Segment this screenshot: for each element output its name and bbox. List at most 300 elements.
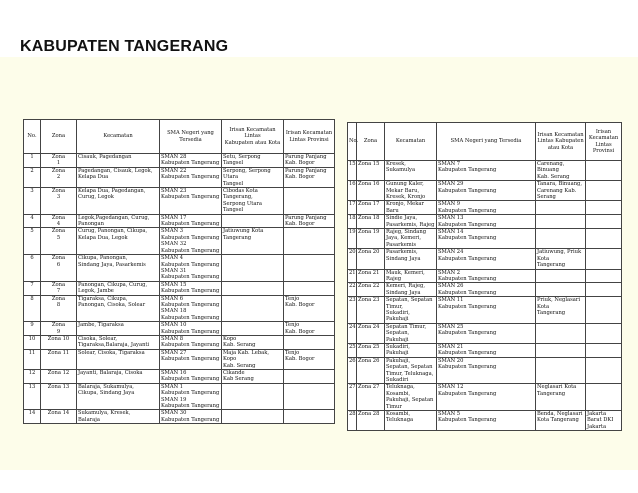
cell-irisan-prov-line: Tenjo xyxy=(285,349,300,356)
cell-sma-line: Kabupaten Tangerang xyxy=(161,301,220,308)
cell-irisan-kab xyxy=(222,370,284,384)
cell-zona xyxy=(357,357,385,384)
cell-sma-line: Kabupaten Tangerang xyxy=(161,221,220,228)
cell-zona xyxy=(41,228,77,255)
cell-sma-line: Kabupaten Tangerang xyxy=(438,364,497,371)
cell-irisan-kab-line: Serpong, Serpong Utara xyxy=(223,167,271,181)
cell-kecamatan-line: Timur xyxy=(386,403,402,410)
cell-irisan-prov xyxy=(586,215,622,229)
cell-irisan-kab xyxy=(536,215,586,229)
cell-irisan-kab-line: Tangerang xyxy=(223,234,252,241)
cell-irisan-prov xyxy=(284,383,335,410)
cell-irisan-kab-line: Priuk, Neglasari xyxy=(537,297,580,304)
cell-kecamatan xyxy=(77,167,160,187)
cell-kecamatan xyxy=(77,383,160,410)
cell-irisan-kab-line: Tangsel xyxy=(223,180,244,187)
cell-sma-line: SMAN 8 xyxy=(161,335,184,342)
header-kecamatan: Kecamatan xyxy=(77,120,160,154)
header-irisan-kab xyxy=(536,123,586,161)
cell-kecamatan-line: Legok,Pagedangan, Curug, xyxy=(78,214,150,221)
cell-sma-line: SMAN 6 xyxy=(161,295,184,302)
header-sma: SMA Negeri yang Tersedia xyxy=(437,123,536,161)
cell-no xyxy=(24,255,41,282)
cell-zona-line: Zona 19 xyxy=(358,229,380,236)
cell-sma-line: SMAN 14 xyxy=(438,229,464,236)
cell-irisan-prov-line: Kab. Bogor xyxy=(285,356,315,363)
cell-sma-line: Kabupaten Tangerang xyxy=(161,288,220,295)
cell-sma-line: SMAN 17 xyxy=(161,214,187,221)
cell-no xyxy=(348,411,357,431)
cell-irisan-kab xyxy=(222,322,284,336)
cell-zona xyxy=(41,410,77,424)
cell-kecamatan-line: Pakuhaji, xyxy=(386,357,411,364)
cell-zona-line: Zona 11 xyxy=(47,349,70,356)
table-row xyxy=(24,214,335,228)
cell-kecamatan xyxy=(385,384,437,411)
cell-no xyxy=(348,343,357,357)
header-irisan-prov-line: Kecamatan xyxy=(588,135,619,142)
cell-sma-line: SMAN 9 xyxy=(438,201,461,208)
cell-irisan-prov xyxy=(284,370,335,384)
cell-sma-line: SMAN 26 xyxy=(438,283,464,290)
header-irisan-kab-line: Irisan Kecamatan xyxy=(537,131,584,138)
cell-irisan-prov-line: Parung Panjang xyxy=(285,167,327,174)
cell-zona-line: 6 xyxy=(56,261,61,268)
cell-kecamatan-line: Pakuhaji, Sepatan xyxy=(386,397,434,404)
cell-irisan-kab-line: Kab. Serang xyxy=(223,342,256,349)
cell-no-line: 15 xyxy=(349,161,356,167)
cell-kecamatan-line: Sindie Jaya, xyxy=(386,215,418,222)
cell-sma-line: Kabupaten Tangerang xyxy=(161,403,220,410)
cell-no-line: 14 xyxy=(28,410,36,417)
cell-irisan-prov-line: Barat DKI xyxy=(587,417,614,424)
cell-sma-line: Kabupaten Tangerang xyxy=(161,261,220,268)
cell-no xyxy=(24,383,41,410)
table-row xyxy=(24,228,335,255)
cell-sma-line: SMAN 32 xyxy=(161,241,187,248)
cell-sma xyxy=(437,323,536,343)
cell-kecamatan-line: Cisoka, Solear, xyxy=(78,335,118,342)
table-row xyxy=(348,297,622,324)
table-row xyxy=(24,295,335,322)
cell-kecamatan xyxy=(385,343,437,357)
header-sma-line: SMA Negeri yang xyxy=(167,130,214,137)
cell-kecamatan-line: Kelapa Dua, Pagedangan, xyxy=(78,188,146,195)
cell-irisan-prov-line: Jakarta xyxy=(587,423,607,430)
cell-sma-line: SMAN 28 xyxy=(161,154,187,160)
cell-irisan-kab xyxy=(222,281,284,295)
cell-no xyxy=(348,384,357,411)
cell-zona xyxy=(41,255,77,282)
cell-no-line: 19 xyxy=(349,229,356,236)
cell-zona xyxy=(357,201,385,215)
cell-kecamatan xyxy=(385,201,437,215)
cell-sma-line: Kabupaten Tangerang xyxy=(161,194,220,201)
cell-irisan-kab-line: Tangerang xyxy=(537,262,566,269)
cell-irisan-kab xyxy=(536,384,586,411)
cell-kecamatan xyxy=(385,323,437,343)
cell-sma-line: SMAN 5 xyxy=(438,411,461,418)
cell-no-line: 27 xyxy=(349,384,356,391)
cell-zona-line: Zona xyxy=(51,167,66,174)
cell-irisan-prov-line: Tenjo xyxy=(285,322,300,329)
cell-zona-line: Zona 22 xyxy=(358,283,380,290)
cell-irisan-prov xyxy=(284,335,335,349)
cell-sma-line: Kabupaten Tangerang xyxy=(438,350,497,357)
header-sma-line: Tersedia xyxy=(179,136,202,143)
cell-kecamatan-line: Baru xyxy=(386,207,399,214)
cell-irisan-kab-line: Benda, Neglasari xyxy=(537,411,583,418)
cell-sma-line: SMAN 2 xyxy=(438,269,461,276)
cell-zona xyxy=(357,269,385,283)
cell-no xyxy=(348,201,357,215)
cell-sma xyxy=(160,214,222,228)
cell-irisan-kab-line: Jatiuwung Kota xyxy=(223,228,264,235)
cell-zona-line: Zona 23 xyxy=(358,297,380,304)
cell-no-line: 10 xyxy=(28,335,36,342)
cell-irisan-prov xyxy=(284,167,335,187)
cell-sma-line: SMAN 10 xyxy=(161,322,187,329)
cell-kecamatan xyxy=(385,283,437,297)
cell-zona xyxy=(41,349,77,369)
cell-irisan-kab xyxy=(536,269,586,283)
cell-sma-line: Kabupaten Tangerang xyxy=(438,221,497,228)
cell-sma-line: Kabupaten Tangerang xyxy=(161,247,220,254)
cell-zona xyxy=(357,229,385,249)
table-row xyxy=(348,384,622,411)
cell-sma xyxy=(437,357,536,384)
cell-irisan-kab-line: Kota xyxy=(537,255,550,262)
cell-kecamatan xyxy=(385,411,437,431)
cell-irisan-prov xyxy=(284,255,335,282)
cell-zona xyxy=(357,181,385,201)
cell-irisan-kab-line: Cikande xyxy=(223,370,245,376)
cell-zona-line: Zona 27 xyxy=(358,384,380,391)
cell-kecamatan-line: Gunung Kaler, xyxy=(386,181,424,188)
cell-no-line: 5 xyxy=(30,228,34,235)
cell-irisan-prov-line: Parung Panjang xyxy=(285,154,327,160)
cell-sma-line: Kabupaten Tangerang xyxy=(438,235,497,242)
cell-kecamatan-line: Curug, Legok xyxy=(78,194,114,201)
cell-zona-line: 1 xyxy=(56,160,61,167)
cell-sma xyxy=(160,228,222,255)
cell-no xyxy=(24,349,41,369)
cell-irisan-prov xyxy=(586,384,622,411)
cell-sma-line: SMAN 25 xyxy=(438,323,464,330)
cell-irisan-prov-line: Parung Panjang xyxy=(285,214,327,221)
cell-sma xyxy=(160,335,222,349)
cell-kecamatan-line: Sepatan, Sepatan xyxy=(386,364,433,371)
cell-no-line: 16 xyxy=(349,181,356,188)
cell-zona xyxy=(357,283,385,297)
cell-zona-line: Zona 16 xyxy=(358,181,380,188)
cell-sma-line: SMAN 31 xyxy=(161,267,187,274)
table-row xyxy=(24,154,335,168)
cell-kecamatan xyxy=(77,228,160,255)
table-row xyxy=(348,201,622,215)
cell-zona-line: 3 xyxy=(56,194,61,201)
cell-zona xyxy=(41,154,77,168)
cell-sma xyxy=(437,269,536,283)
cell-no xyxy=(348,161,357,181)
table-row xyxy=(348,229,622,249)
cell-kecamatan-line: Sukadiri, xyxy=(386,309,410,316)
table-row xyxy=(24,349,335,369)
cell-no-line: 28 xyxy=(349,411,356,418)
cell-irisan-kab-line: Carenang Kab. xyxy=(537,187,577,194)
cell-sma xyxy=(160,295,222,322)
cell-zona-line: Zona xyxy=(51,228,66,235)
table-header-row xyxy=(24,120,335,154)
table-row xyxy=(348,161,622,181)
cell-zona xyxy=(357,161,385,181)
cell-kecamatan-line: Sepatan Timur, xyxy=(386,323,427,330)
cell-irisan-kab xyxy=(222,188,284,215)
cell-no-line: 23 xyxy=(349,297,356,304)
cell-irisan-kab-line: Tanara, Binuang, xyxy=(537,181,583,188)
cell-irisan-prov-line: Jakarta xyxy=(587,411,607,418)
cell-kecamatan xyxy=(385,269,437,283)
cell-kecamatan xyxy=(77,410,160,424)
cell-no xyxy=(24,167,41,187)
cell-sma-line: SMAN 30 xyxy=(161,410,187,417)
cell-kecamatan xyxy=(385,215,437,229)
cell-irisan-kab xyxy=(536,357,586,384)
cell-kecamatan-line: Curug, Panongan, Cikupa, xyxy=(78,228,148,235)
cell-kecamatan xyxy=(77,349,160,369)
cell-no-line: 24 xyxy=(349,323,356,330)
cell-irisan-prov-line: Kab. Bogor xyxy=(285,221,315,228)
header-irisan-kab-line: Irisan Kecamatan Lintas xyxy=(229,126,276,140)
table-row xyxy=(24,410,335,424)
cell-zona-line: Zona xyxy=(51,255,66,262)
cell-irisan-kab-line: Jatiuwung, Priuk xyxy=(537,249,582,256)
cell-no-line: 17 xyxy=(349,201,356,208)
cell-zona-line: Zona 12 xyxy=(47,370,70,376)
header-irisan-prov xyxy=(586,123,622,161)
cell-sma-line: SMAN 13 xyxy=(438,215,464,222)
cell-kecamatan xyxy=(77,295,160,322)
cell-no-line: 12 xyxy=(28,370,36,376)
cell-zona-line: 7 xyxy=(56,288,61,295)
table-row xyxy=(24,255,335,282)
cell-sma xyxy=(437,249,536,269)
cell-zona-line: 8 xyxy=(56,301,61,308)
cell-sma xyxy=(437,229,536,249)
cell-kecamatan xyxy=(77,255,160,282)
cell-irisan-kab-line: Kab. Serang xyxy=(223,362,256,369)
cell-zona xyxy=(357,297,385,324)
cell-zona-line: Zona 15 xyxy=(358,161,380,167)
cell-kecamatan xyxy=(77,214,160,228)
cell-irisan-kab-line: Kopo xyxy=(223,335,237,342)
table-row xyxy=(24,167,335,187)
header-irisan-kab-line: atau Kota xyxy=(547,144,574,151)
cell-sma-line: SMAN 15 xyxy=(161,281,187,288)
cell-kecamatan-line: Jayanti, Balaraja, Cisoka xyxy=(78,370,143,376)
header-irisan-prov-line: Lintas Provinsi xyxy=(289,136,329,143)
cell-no xyxy=(24,281,41,295)
cell-no xyxy=(348,357,357,384)
cell-kecamatan-line: Kosambi, xyxy=(386,411,411,418)
cell-kecamatan-line: Pasarkemis, xyxy=(386,249,418,256)
cell-sma xyxy=(160,281,222,295)
cell-irisan-kab xyxy=(222,167,284,187)
header-irisan-prov-line: Irisan Kecamatan xyxy=(285,130,333,137)
cell-kecamatan-line: Pagedangan, Cisauk, Legok, xyxy=(78,167,153,174)
table-row xyxy=(348,323,622,343)
cell-sma xyxy=(160,410,222,424)
cell-sma-line: Kabupaten Tangerang xyxy=(438,289,497,296)
table-row xyxy=(24,322,335,336)
cell-irisan-prov xyxy=(586,343,622,357)
cell-irisan-kab xyxy=(222,295,284,322)
cell-no-line: 22 xyxy=(349,283,356,290)
cell-irisan-prov-line: Kab. Bogor xyxy=(285,174,315,181)
header-sma xyxy=(160,120,222,154)
zone-table-right xyxy=(347,122,622,431)
cell-irisan-prov xyxy=(284,322,335,336)
cell-irisan-kab xyxy=(536,323,586,343)
cell-irisan-kab xyxy=(222,335,284,349)
table-row xyxy=(348,283,622,297)
cell-irisan-kab-line: Tangerang, xyxy=(223,194,253,201)
cell-no xyxy=(24,410,41,424)
header-kecamatan: Kecamatan xyxy=(385,123,437,161)
cell-sma-line: SMAN 3 xyxy=(161,228,184,235)
cell-zona-line: 2 xyxy=(56,174,61,181)
cell-zona xyxy=(357,411,385,431)
cell-irisan-kab-line: Kota xyxy=(537,303,550,310)
cell-sma-line: SMAN 11 xyxy=(438,297,464,304)
cell-sma xyxy=(160,255,222,282)
cell-sma xyxy=(437,297,536,324)
cell-sma-line: SMAN 1 xyxy=(161,383,184,390)
cell-kecamatan-line: Kronjo, Mekar xyxy=(386,201,424,208)
cell-sma-line: Kabupaten Tangerang xyxy=(438,167,497,174)
cell-zona xyxy=(41,383,77,410)
cell-kecamatan-line: Kelapa Dua, Legok xyxy=(78,234,128,241)
cell-zona xyxy=(41,335,77,349)
table-row xyxy=(348,181,622,201)
cell-no xyxy=(348,283,357,297)
cell-no-line: 11 xyxy=(28,349,36,356)
cell-kecamatan-line: Tigaraksa,Balaraja, Jayanti xyxy=(78,342,150,349)
cell-irisan-kab xyxy=(536,181,586,201)
cell-sma-line: SMAN 23 xyxy=(161,188,187,195)
cell-kecamatan-line: Cikupa, Panongan, xyxy=(78,255,128,262)
cell-irisan-prov-line: Tenjo xyxy=(285,295,300,302)
cell-irisan-prov xyxy=(586,249,622,269)
cell-sma-line: Kabupaten Tangerang xyxy=(161,356,220,363)
cell-kecamatan-line: Panongan xyxy=(78,221,104,228)
cell-no xyxy=(24,154,41,168)
cell-irisan-prov xyxy=(586,411,622,431)
cell-sma xyxy=(160,322,222,336)
header-no: No. xyxy=(24,120,41,154)
cell-irisan-kab-line: Kab Serang xyxy=(223,376,254,383)
cell-zona-line: Zona 20 xyxy=(358,249,380,256)
cell-kecamatan xyxy=(77,154,160,168)
cell-irisan-kab xyxy=(222,255,284,282)
cell-no-line: 3 xyxy=(30,188,34,195)
cell-sma-line: Kabupaten Tangerang xyxy=(438,417,497,424)
cell-kecamatan-line: Sepatan, Sepatan xyxy=(386,297,433,304)
cell-sma xyxy=(437,201,536,215)
cell-no xyxy=(24,370,41,384)
header-irisan-prov-line: Lintas xyxy=(595,141,612,148)
cell-irisan-kab-line: Carenang, Binuang xyxy=(537,161,565,174)
cell-irisan-kab xyxy=(222,349,284,369)
cell-kecamatan-line: Teluknaga xyxy=(386,417,414,424)
cell-zona xyxy=(41,188,77,215)
cell-zona-line: Zona xyxy=(51,154,66,160)
cell-sma xyxy=(160,188,222,215)
cell-irisan-prov xyxy=(284,188,335,215)
cell-sma-line: Kabupaten Tangerang xyxy=(438,255,497,262)
table-row xyxy=(24,383,335,410)
cell-sma-line: Kabupaten Tangerang xyxy=(438,330,497,337)
cell-sma-line: SMAN 20 xyxy=(438,357,464,364)
cell-irisan-prov xyxy=(284,349,335,369)
cell-irisan-kab xyxy=(536,411,586,431)
cell-irisan-kab-line: Maja Kab. Lebak, Kopo xyxy=(223,349,270,363)
cell-kecamatan xyxy=(77,281,160,295)
cell-zona-line: Zona xyxy=(51,214,66,221)
cell-kecamatan-line: Timur, Teluknaga, xyxy=(386,370,434,377)
cell-no-line: 4 xyxy=(30,214,34,221)
cell-sma-line: Kabupaten Tangerang xyxy=(161,274,220,281)
cell-kecamatan-line: Balaraja xyxy=(78,416,100,423)
cell-irisan-prov xyxy=(586,323,622,343)
cell-kecamatan-line: Panongan, Cikupa, Curug, xyxy=(78,281,148,288)
cell-irisan-prov xyxy=(586,357,622,384)
table-row xyxy=(348,215,622,229)
cell-irisan-kab xyxy=(536,229,586,249)
header-no: No. xyxy=(348,123,357,161)
cell-kecamatan-line: Jambe, Tigaraksa xyxy=(78,322,124,329)
header-zona: Zona xyxy=(41,120,77,154)
cell-no-line: 25 xyxy=(349,343,356,350)
cell-irisan-prov xyxy=(586,269,622,283)
cell-irisan-prov xyxy=(586,181,622,201)
cell-sma-line: SMAN 24 xyxy=(438,249,464,256)
cell-irisan-prov xyxy=(284,154,335,168)
cell-sma xyxy=(437,215,536,229)
cell-kecamatan-line: Kemeri, Rajeg, xyxy=(386,283,425,290)
cell-no xyxy=(24,322,41,336)
page-title: KABUPATEN TANGERANG xyxy=(20,38,229,55)
cell-kecamatan-line: Pasarkemis, Rajeg xyxy=(386,221,435,228)
cell-sma-line: Kabupaten Tangerang xyxy=(161,328,220,335)
table-row xyxy=(348,411,622,431)
cell-zona-line: Zona xyxy=(51,295,66,302)
cell-kecamatan-line: Kosambi, xyxy=(386,390,411,397)
cell-zona xyxy=(41,370,77,384)
cell-kecamatan-line: Kresek, xyxy=(386,161,406,167)
cell-sma xyxy=(437,384,536,411)
cell-sma-line: SMAN 19 xyxy=(161,396,187,403)
table-row xyxy=(348,249,622,269)
cell-zona xyxy=(357,384,385,411)
cell-irisan-prov xyxy=(284,410,335,424)
cell-sma-line: Kabupaten Tangerang xyxy=(438,390,497,397)
cell-kecamatan-line: Mekar Baru, xyxy=(386,187,420,194)
cell-irisan-kab-line: Tangerang xyxy=(537,390,566,397)
cell-kecamatan-line: Sindang Jaya xyxy=(386,255,421,262)
cell-kecamatan-line: Pakuhaji xyxy=(386,350,409,357)
cell-kecamatan-line: Sukamulya xyxy=(386,167,416,174)
